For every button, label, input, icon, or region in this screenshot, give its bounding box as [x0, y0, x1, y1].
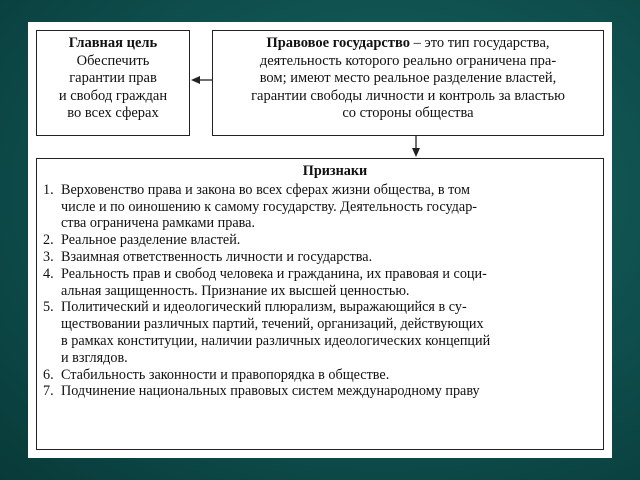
item-text [61, 182, 597, 232]
item-line: числе и по оиношению к самому государству. Деятельность государ- [61, 198, 478, 215]
definition-line: вом; имеют место реальное разделение властей, [259, 70, 557, 86]
item-number: 7. [43, 383, 54, 400]
item-text [61, 299, 597, 366]
goal-line: и свобод граждан [58, 87, 168, 104]
item-line: и взглядов. [61, 349, 128, 366]
definition-term: Правовое государство [266, 35, 410, 51]
definition-text: это тип государства, [424, 35, 550, 51]
item-line: альная защищенность. Признание их высшей ценностью. [61, 282, 410, 299]
item-line: Реальное разделение властей. [61, 232, 241, 249]
goal-line: во всех сферах [67, 105, 159, 121]
item-line: Реальность прав и свобод человека и гражданина, их правовая и соци- [61, 265, 487, 282]
definition-dash: – [409, 35, 425, 51]
item-text [61, 367, 597, 384]
goal-title: Главная цель [68, 35, 158, 51]
signs-title: Признаки [302, 163, 368, 179]
list-item [43, 266, 597, 300]
definition-line: деятельность которого реально ограничена пра- [259, 52, 557, 69]
list-item [43, 249, 597, 266]
definition-line: гарантии свободы личности и контроль за властью [251, 87, 565, 104]
item-number: 1. [43, 181, 54, 198]
signs-box [36, 158, 604, 450]
item-line: Подчинение национальных правовых систем международному праву [61, 383, 480, 400]
goal-line: гарантии прав [69, 70, 157, 86]
item-number: 2. [43, 232, 54, 249]
item-text [61, 232, 597, 249]
list-item [43, 299, 597, 366]
list-item [43, 367, 597, 384]
item-line: в рамках конституции, наличии различных идеологических концепций [61, 332, 491, 349]
list-item [43, 232, 597, 249]
list-item [43, 383, 597, 400]
item-text [61, 249, 597, 266]
item-number: 5. [43, 299, 54, 316]
item-line: Взаимная ответственность личности и государства. [61, 248, 373, 265]
item-text [61, 266, 597, 300]
definition-line: со стороны общества [342, 105, 474, 121]
item-line: Верховенство права и закона во всех сферах жизни общества, в том [61, 181, 470, 198]
signs-list [43, 182, 597, 400]
item-line: Стабильность законности и правопорядка в обществе. [61, 366, 390, 383]
item-number: 6. [43, 366, 54, 383]
item-line: ществовании различных партий, течений, организаций, действующих [61, 316, 484, 333]
item-number: 3. [43, 248, 54, 265]
item-line: ства ограничена рамками права. [61, 215, 256, 232]
list-item [43, 182, 597, 232]
slide [28, 22, 612, 458]
item-line: Политический и идеологический плюрализм, выражающийся в су- [61, 299, 467, 316]
item-text [61, 383, 597, 400]
goal-line: Обеспечить [76, 52, 150, 69]
item-number: 4. [43, 265, 54, 282]
